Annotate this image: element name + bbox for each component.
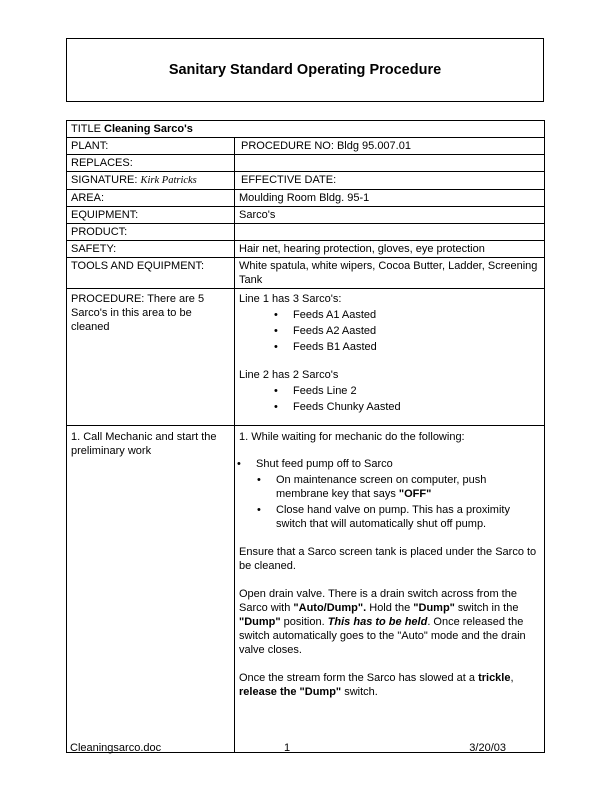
stream-text: Once the stream form the Sarco has slowed at a (239, 672, 479, 684)
stream-text: , (510, 672, 514, 684)
drain-text: position. (280, 616, 328, 628)
shut-pump-text: Shut feed pump off to Sarco (256, 458, 393, 470)
drain-text: . Once released the switch automatically goes to the "Auto" mode and the drain valve closes. (239, 616, 526, 656)
list-item (276, 473, 540, 501)
list-item: • Feeds Line 2 (293, 384, 540, 398)
step1-detail (235, 426, 545, 753)
drain-paragraph (239, 587, 540, 657)
drain-text: "Dump" (413, 602, 455, 614)
drain-text: "Dump" (239, 616, 281, 628)
sop-form-table (66, 120, 545, 753)
tools-row (67, 258, 545, 289)
drain-text: Hold the (366, 602, 414, 614)
title-cell (67, 121, 545, 138)
safety-value: Hair net, hearing protection, gloves, eye protection (235, 241, 545, 258)
step1-subbullets (256, 473, 540, 531)
area-value: Moulding Room Bldg. 95-1 (235, 190, 545, 207)
list-item: • Feeds A2 Aasted (293, 324, 540, 338)
plant-row (67, 138, 545, 155)
title-row (67, 121, 545, 138)
replaces-value (235, 155, 545, 172)
signature-cell (67, 172, 235, 190)
line1-heading: Line 1 has 3 Sarco's: (239, 293, 342, 305)
screen-tank-paragraph: Ensure that a Sarco screen tank is placed under the Sarco to be cleaned. (239, 546, 537, 572)
plant-label: PLANT: (67, 138, 235, 155)
step1-row (67, 426, 545, 753)
procedure-label: PROCEDURE: There are 5 Sarco's in this area to be cleaned (67, 289, 235, 426)
tools-label: TOOLS AND EQUIPMENT: (67, 258, 235, 289)
stream-text: switch. (341, 686, 378, 698)
safety-row (67, 241, 545, 258)
signature-row (67, 172, 545, 190)
title-value: Cleaning Sarco's (104, 123, 193, 135)
step1-intro: 1. While waiting for mechanic do the following: (239, 431, 465, 443)
area-row (67, 190, 545, 207)
stream-paragraph (239, 671, 540, 699)
line2-list (239, 384, 540, 414)
product-row (67, 224, 545, 241)
drain-text: switch in the (454, 602, 519, 614)
procedure-number: PROCEDURE NO: Bldg 95.007.01 (235, 138, 545, 155)
equipment-row (67, 207, 545, 224)
footer-date: 3/20/03 (469, 742, 506, 754)
list-item (256, 457, 540, 531)
drain-text: Open drain valve. There is a drain switch across from the Sarco with (239, 588, 517, 614)
drain-text: "Auto/Dump". (293, 602, 367, 614)
effective-date-label: EFFECTIVE DATE: (235, 172, 545, 190)
tools-value: White spatula, white wipers, Cocoa Butter, Ladder, Screening Tank (235, 258, 545, 289)
procedure-row (67, 289, 545, 426)
line1-list (239, 308, 540, 354)
footer-filename: Cleaningsarco.doc (70, 742, 162, 754)
product-value (235, 224, 545, 241)
stream-text: release the "Dump" (239, 686, 342, 698)
page-footer (70, 742, 506, 756)
step1-label: 1. Call Mechanic and start the preliminary work (67, 426, 235, 753)
list-item: • Feeds B1 Aasted (293, 340, 540, 354)
product-label: PRODUCT: (67, 224, 235, 241)
sub1-text: On maintenance screen on computer, push membrane key that says (276, 474, 487, 500)
list-item: • Feeds Chunky Aasted (293, 400, 540, 414)
footer-page-number: 1 (284, 742, 291, 754)
stream-text: trickle (478, 672, 511, 684)
drain-text: This has to be held (327, 616, 428, 628)
title-label: TITLE (71, 123, 101, 135)
document-title: Sanitary Standard Operating Procedure (168, 62, 442, 78)
step1-bullets (239, 457, 540, 531)
signature-value: Kirk Patricks (140, 175, 197, 186)
off-key-label: "OFF" (398, 488, 432, 500)
document-title-box (66, 38, 544, 102)
list-item: • Feeds A1 Aasted (293, 308, 540, 322)
equipment-label: EQUIPMENT: (67, 207, 235, 224)
replaces-row (67, 155, 545, 172)
equipment-value: Sarco's (235, 207, 545, 224)
list-item: • Close hand valve on pump. This has a proximity switch that will automatically shut off pump. (276, 503, 540, 531)
signature-label: SIGNATURE: (71, 174, 138, 186)
area-label: AREA: (67, 190, 235, 207)
line2-heading: Line 2 has 2 Sarco's (239, 369, 339, 381)
replaces-label: REPLACES: (67, 155, 235, 172)
safety-label: SAFETY: (67, 241, 235, 258)
procedure-detail (235, 289, 545, 426)
